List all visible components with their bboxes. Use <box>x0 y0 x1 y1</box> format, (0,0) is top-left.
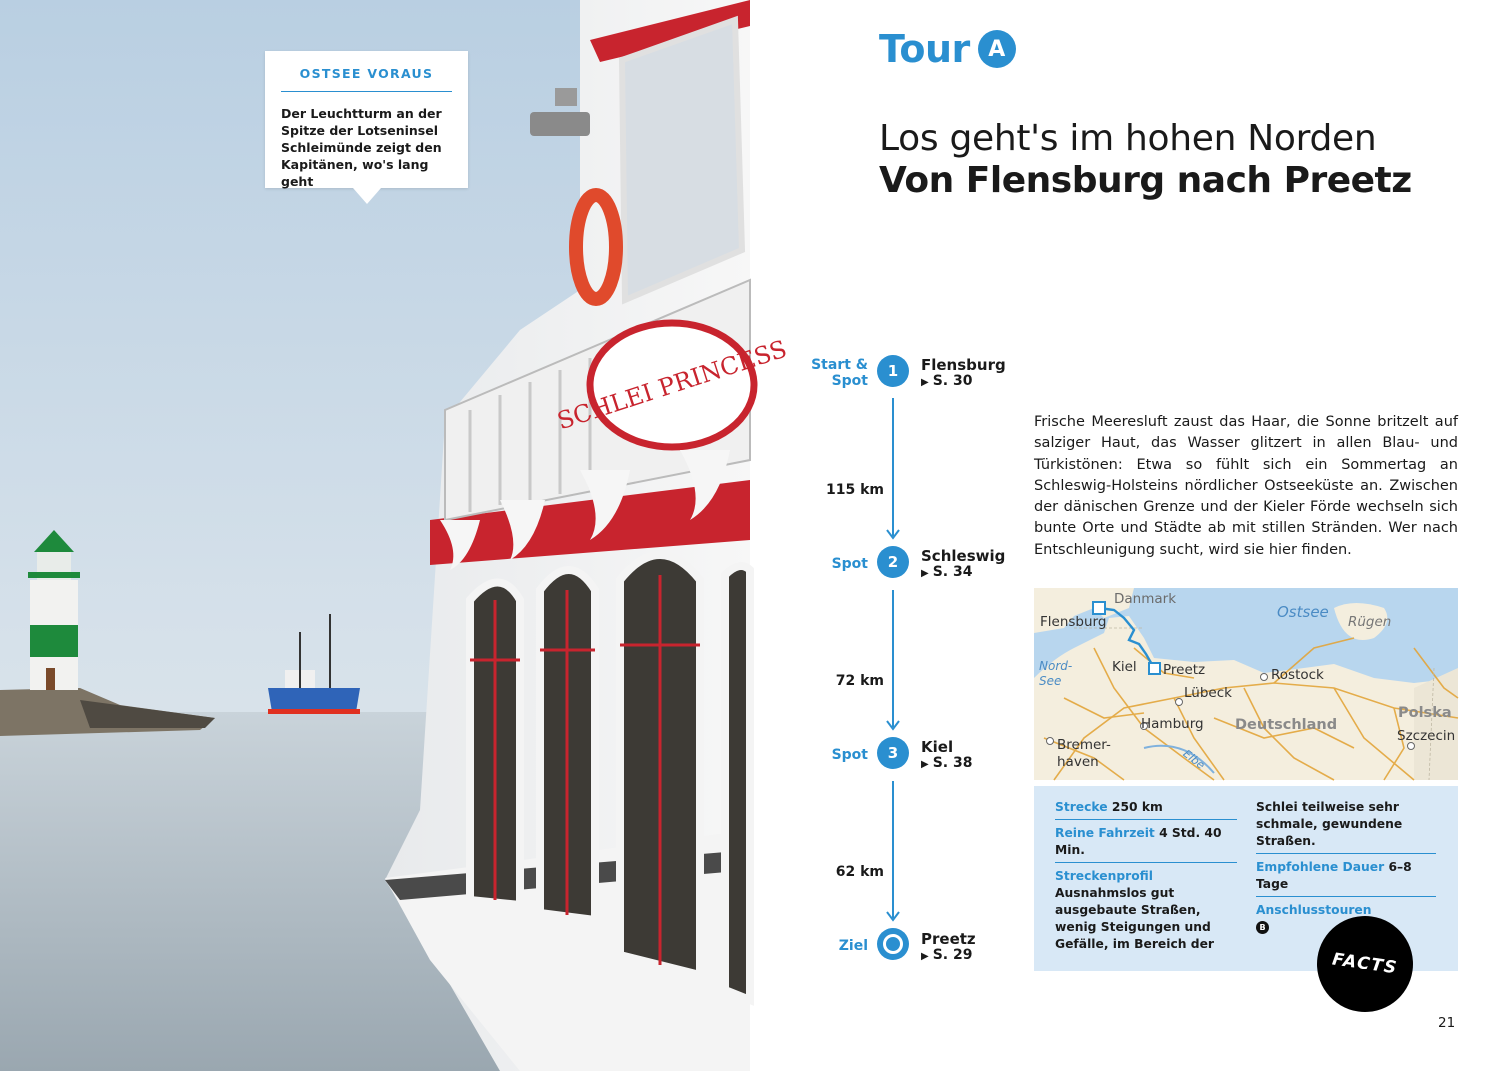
fact-value: Ausnahmslos gut ausgebaute Straßen, wenig Steigungen und Gefälle, im Bereich der <box>1055 886 1214 951</box>
page-ref: S. 34 <box>932 564 973 580</box>
map-label-bremerhaven-2: haven <box>1057 754 1099 770</box>
stop-3-page <box>921 755 972 773</box>
stop-label-line: Spot <box>831 373 868 389</box>
play-icon: ▶ <box>921 759 929 770</box>
caption-line: Schleimünde zeigt den <box>281 140 442 155</box>
stop-3-label: Spot <box>831 747 868 763</box>
map-label-ostsee: Ostsee <box>1277 603 1329 621</box>
map-label-bremerhaven-1: Bremer- <box>1057 737 1111 753</box>
intro-paragraph: Frische Meeresluft zaust das Haar, die Sonne britzelt auf salziger Haut, das Wasser glitzert in allen Blau- und Türkistönen: Etwa so fühlt sich ein Sommertag an Schleswig-Holsteins nördlicher Ostseeküste an. Zwischen der dänischen Grenze und der Kieler Förde wechseln sich bunte Orte und Städte ab mit stillen Stränden. Wer nach Entschleunigung sucht, wird sie hier finden. <box>1034 414 1458 558</box>
map-label-rostock: Rostock <box>1271 667 1324 683</box>
map-label-hamburg: Hamburg <box>1141 716 1204 732</box>
map-label-kiel: Kiel <box>1112 659 1137 675</box>
play-icon: ▶ <box>921 568 929 579</box>
map-label-ruegen: Rügen <box>1348 614 1392 630</box>
distance-2: 72 km <box>835 673 884 689</box>
stop-1-name: Flensburg <box>921 356 1006 374</box>
stop-1-label <box>748 357 868 389</box>
fact-value: 4 Std. 40 Min. <box>1055 826 1222 857</box>
stop-4-page <box>921 947 972 965</box>
stop-2-marker: 2 <box>877 546 909 578</box>
map-label-danmark: Danmark <box>1114 591 1177 607</box>
fact-key: Empfohlene Dauer <box>1256 860 1385 874</box>
play-icon: ▶ <box>921 377 929 388</box>
fact-profil <box>1055 868 1237 956</box>
stop-2-label: Spot <box>831 556 868 572</box>
stop-2-name: Schleswig <box>921 547 1006 565</box>
map-label-nordsee-2: See <box>1039 674 1062 688</box>
tour-word: Tour <box>879 27 970 71</box>
route-map <box>1034 588 1458 780</box>
caption-line: Der Leuchtturm an der <box>281 106 442 121</box>
page-number: 21 <box>1438 1015 1456 1031</box>
page-ref: S. 30 <box>932 373 973 389</box>
fact-fahrzeit <box>1055 825 1237 863</box>
stop-1-page <box>921 373 972 391</box>
finish-icon <box>877 928 909 960</box>
page-ref: S. 38 <box>932 755 973 771</box>
tour-b-badge: B <box>1256 921 1269 934</box>
fact-key: Strecke <box>1055 800 1108 814</box>
stop-2-page <box>921 564 972 582</box>
fact-profil-continued: Schlei teilweise sehr schmale, gewundene Straßen. <box>1256 799 1436 854</box>
stop-4-label: Ziel <box>838 938 868 954</box>
facts-badge: FACTS <box>1311 910 1419 1018</box>
fact-key: Streckenprofil <box>1055 869 1154 883</box>
facts-column-left <box>1055 799 1237 961</box>
map-label-preetz: Preetz <box>1163 662 1206 678</box>
stop-4-name: Preetz <box>921 930 976 948</box>
map-label-luebeck: Lübeck <box>1184 685 1232 701</box>
fact-value: 6–8 Tage <box>1256 860 1412 891</box>
fact-key: Reine Fahrzeit <box>1055 826 1155 840</box>
caption-title: OSTSEE VORAUS <box>299 66 434 81</box>
map-label-flensburg: Flensburg <box>1040 614 1107 630</box>
map-label-nordsee-1: Nord- <box>1039 659 1073 673</box>
fact-strecke <box>1055 799 1237 820</box>
map-label-polska: Polska <box>1398 705 1452 721</box>
ship-sign-text: SCHLEI PRINCESS <box>553 334 791 436</box>
page-subtitle: Los geht's im hohen Norden <box>879 118 1377 159</box>
distance-3: 62 km <box>835 864 884 880</box>
fact-key: Anschlusstouren <box>1256 903 1372 917</box>
map-label-szczecin: Szczecin <box>1397 728 1456 744</box>
fact-dauer <box>1256 859 1436 897</box>
page-ref: S. 29 <box>932 947 973 963</box>
play-icon: ▶ <box>921 951 929 962</box>
map-label-elbe: Elbe <box>1180 747 1208 772</box>
stop-3-marker: 3 <box>877 737 909 769</box>
caption-line: Kapitänen, wo's lang geht <box>281 157 429 189</box>
stop-3-name: Kiel <box>921 738 954 756</box>
page-title: Von Flensburg nach Preetz <box>879 160 1412 201</box>
caption-line: Spitze der Lotseninsel <box>281 123 438 138</box>
distance-1: 115 km <box>826 482 884 498</box>
stop-1-marker: 1 <box>877 355 909 387</box>
stop-label-line: Start & <box>811 357 868 373</box>
fact-value: 250 km <box>1111 800 1163 814</box>
tour-badge: A <box>978 30 1016 68</box>
map-label-deutschland: Deutschland <box>1235 717 1338 733</box>
